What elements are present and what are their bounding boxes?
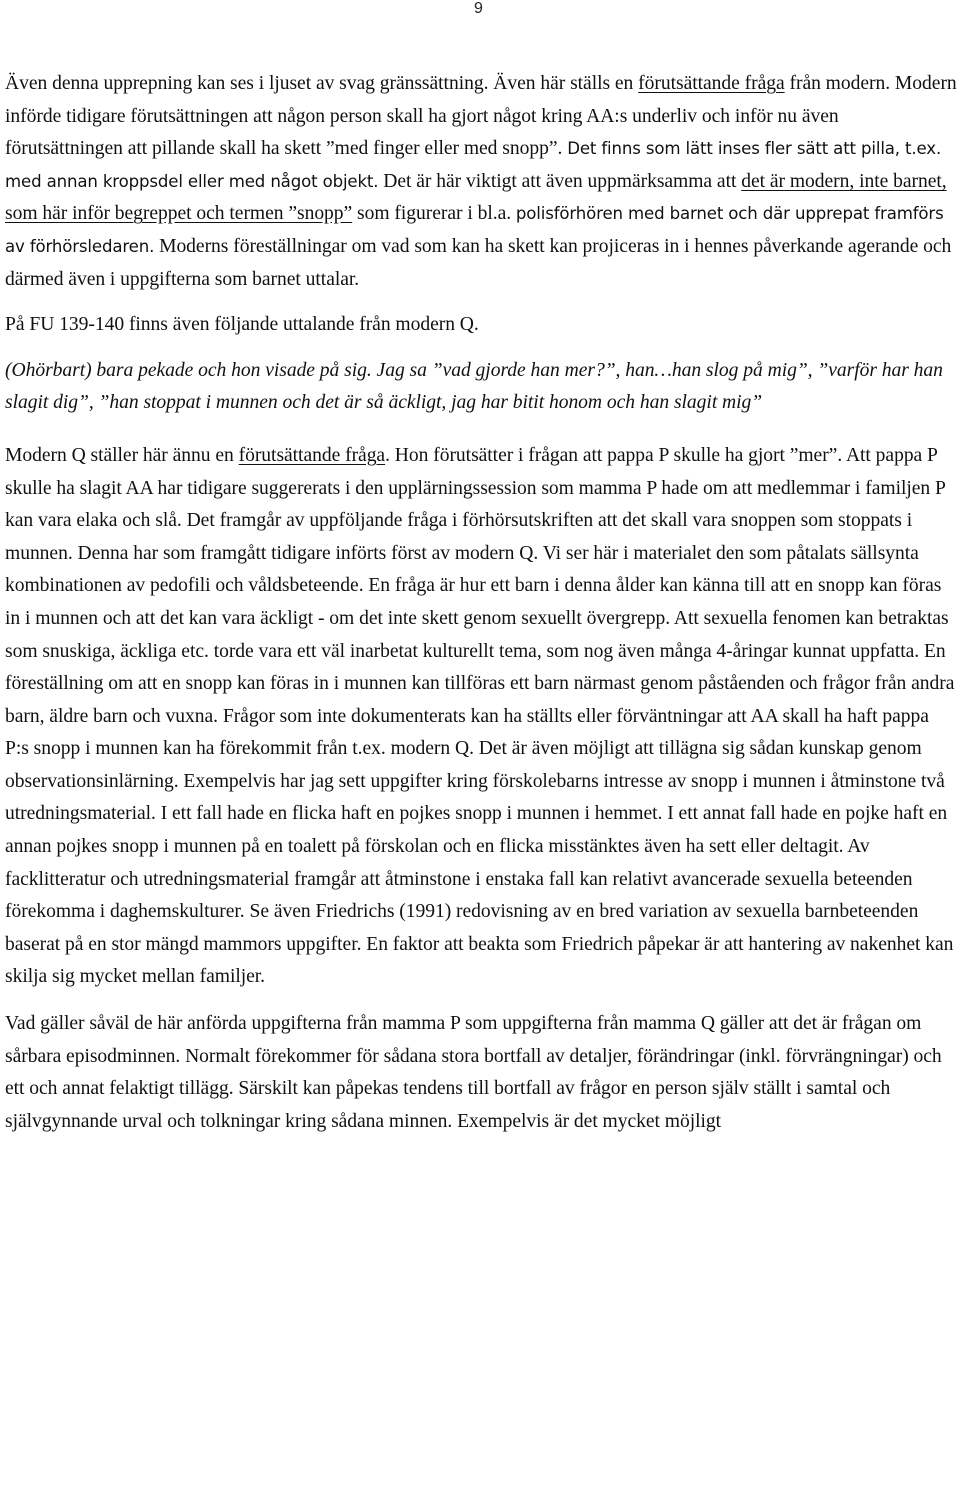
text-span: Moderns föreställningar om vad som kan ha skett kan projiceras in i hennes påverkande agerande och därmed även i uppgifterna som barnet uttalar. — [5, 235, 952, 290]
text-span: Att pappa P skulle ha slagit AA har tidigare suggererats i den upplärningssession som mamma P hade om att medlemmar i familjen P kan vara elaka och slå. Det framgår av uppföljande fråga i förhörsutskriften att det skall vara snoppen som stoppats i munnen. Denna har som framgått tidigare införts först av modern Q. Vi ser här i materialet den som påtalats sällsynta kombinationen av pedofili och våldsbeteende. En fråga är hur ett barn i denna ålder kan känna till att en snopp kan föras in i munnen och att det kan vara äckligt - om det inte skett genom sexuellt övergrepp. Att sexuella fenomen kan betraktas som snuskiga, äckliga etc. torde vara ett väl inarbetat kulturellt tema, som nog även många 4-åringar kunnat uppfatta. En föreställning om att en snopp kan föras in i munnen kan tillföras ett barn närmast genom påståenden och frågor från andra barn, äldre barn och vuxna. Frågor som inte dokumenterats kan ha ställts eller förväntningar att AA skall ha haft pappa P:s snopp i munnen kan ha förekommit från t.ex. modern Q. Det är även möjligt att tillägna sig sådan kunskap genom observationsinlärning. Exempelvis har jag sett uppgifter kring förskolebarns intresse av snopp i munnen i åtminstone två utredningsmaterial. I ett fall hade en flicka haft en pojkes snopp i munnen i hemmet. I ett annat fall hade en pojke haft en annan pojkes snopp i munnen på en toalett på förskolan och en flicka misstänktes även ha sett eller deltagit. Av facklitteratur och utredningsmaterial framgår att åtminstone i enstaka fall kan relativt avancerade sexuella beteenden förekomma i daghemskulturer. Se även Friedrichs (1991) redovisning av en bred variation av sexuella barnbeteenden baserat på en stor mängd mammors uppgifter. En faktor att beakta som Friedrich påpekar är att hantering av nakenhet kan skilja sig mycket mellan familjer. — [5, 444, 955, 988]
underlined-phrase: förutsättande fråga — [238, 444, 386, 466]
text-span: Även denna upprepning kan ses i ljuset av svag gränssättning. Även här ställs en — [5, 73, 639, 94]
text-span: som figurerar i bl.a. — [352, 203, 516, 225]
text-span: från modern. Modern införde tidigare förutsättningen att någon person skall ha gjort något kring AA:s underliv och inför nu även förutsättningen att pillande skall ha skett ”med finger eller med snopp”. — [5, 73, 957, 160]
text-span: Modern Q ställer här ännu en — [5, 444, 239, 466]
text-span: Det finns som lätt inses fler sätt att pilla, t.ex. med annan kroppsdel eller med något objekt. — [5, 139, 942, 191]
underlined-phrase: förutsättande fråga — [638, 73, 785, 94]
document-body — [5, 68, 957, 1138]
paragraph-episodic-memory: Vad gäller såväl de här anförda uppgifterna från mamma P som uppgifterna från mamma Q gäller att det är frågan om sårbara episodminnen. Normalt förekommer för sådana stora bortfall av detaljer, förändringar (inkl. förvrängningar) och ett och annat felaktigt tillägg. Särskilt kan påpekas tendens till bortfall av frågor en person själv ställt i samtal och självgynnande urval och tolkningar kring sådana minnen. Exempelvis är det mycket möjligt — [5, 1013, 942, 1132]
quote-paragraph: (Ohörbart) bara pekade och hon visade på sig. Jag sa ”vad gjorde han mer?”, han…han slog på mig”, ”varför har han slagit dig”, ”han stoppat i munnen och det är så äckligt, jag har bitit honom och han slagit mig” — [5, 359, 943, 414]
paragraph-analysis — [5, 440, 957, 994]
text-span: polisförhören med barnet och där upprepat framförs av förhörsledaren. — [5, 204, 944, 256]
page-number: 9 — [474, 0, 483, 17]
paragraph-fu-reference: På FU 139-140 finns även följande uttalande från modern Q. — [5, 314, 479, 336]
underlined-phrase: det är modern, inte barnet, som här inför begreppet och termen ”snopp” — [5, 170, 947, 225]
paragraph-gransattning — [5, 68, 957, 296]
text-span: Det är här viktigt att även uppmärksamma att — [378, 170, 742, 192]
text-span: . Hon förutsätter i frågan att pappa P skulle ha gjort ”mer”. — [385, 444, 843, 466]
